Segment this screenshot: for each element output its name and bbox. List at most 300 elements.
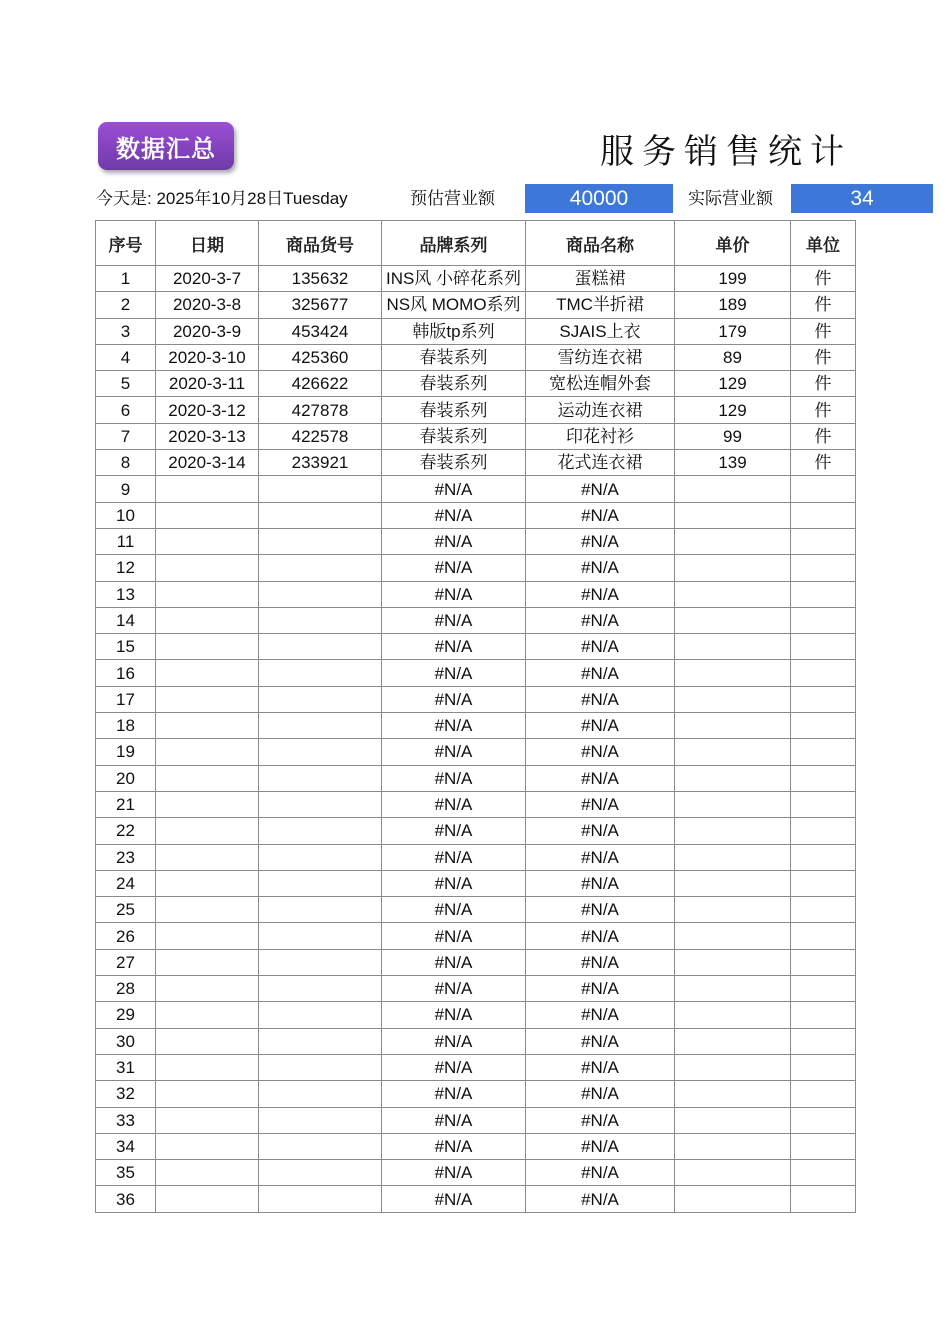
cell-unit-price[interactable] <box>675 765 791 791</box>
table-row <box>96 660 856 686</box>
cell-date[interactable] <box>156 1160 259 1186</box>
table-row <box>96 423 856 449</box>
table-row <box>96 739 856 765</box>
cell-date[interactable] <box>156 976 259 1002</box>
cell-unit[interactable] <box>791 1133 856 1159</box>
cell-sku[interactable]: 427878 <box>259 397 382 423</box>
cell-brand-series[interactable]: #N/A <box>382 1081 526 1107</box>
cell-brand-series[interactable]: #N/A <box>382 1002 526 1028</box>
cell-product-name[interactable]: #N/A <box>526 818 675 844</box>
cell-index[interactable]: 17 <box>96 686 156 712</box>
cell-unit[interactable] <box>791 555 856 581</box>
cell-unit-price[interactable] <box>675 502 791 528</box>
table-row <box>96 555 856 581</box>
cell-unit-price[interactable] <box>675 660 791 686</box>
cell-date[interactable] <box>156 686 259 712</box>
cell-unit-price[interactable]: 129 <box>675 397 791 423</box>
cell-index[interactable]: 4 <box>96 344 156 370</box>
cell-date[interactable]: 2020-3-9 <box>156 318 259 344</box>
cell-index[interactable]: 12 <box>96 555 156 581</box>
cell-product-name[interactable]: #N/A <box>526 607 675 633</box>
cell-date[interactable] <box>156 897 259 923</box>
column-header-product-name[interactable]: 商品名称 <box>526 221 675 266</box>
cell-product-name[interactable]: #N/A <box>526 634 675 660</box>
cell-date[interactable] <box>156 634 259 660</box>
cell-index[interactable]: 23 <box>96 844 156 870</box>
cell-sku[interactable] <box>259 634 382 660</box>
cell-index[interactable]: 27 <box>96 949 156 975</box>
cell-product-name[interactable]: #N/A <box>526 791 675 817</box>
cell-unit[interactable]: 件 <box>791 423 856 449</box>
cell-sku[interactable] <box>259 923 382 949</box>
cell-product-name[interactable]: #N/A <box>526 502 675 528</box>
table-row <box>96 1081 856 1107</box>
cell-date[interactable] <box>156 1107 259 1133</box>
cell-unit-price[interactable] <box>675 897 791 923</box>
column-header-unit-price[interactable]: 单价 <box>675 221 791 266</box>
cell-unit[interactable] <box>791 634 856 660</box>
cell-brand-series[interactable]: #N/A <box>382 844 526 870</box>
column-header-unit[interactable]: 单位 <box>791 221 856 266</box>
cell-unit[interactable] <box>791 976 856 1002</box>
cell-unit-price[interactable] <box>675 1081 791 1107</box>
cell-brand-series[interactable]: #N/A <box>382 1054 526 1080</box>
cell-unit[interactable] <box>791 897 856 923</box>
cell-sku[interactable] <box>259 870 382 896</box>
cell-unit[interactable] <box>791 581 856 607</box>
table-row <box>96 371 856 397</box>
cell-index[interactable]: 1 <box>96 266 156 292</box>
table-row <box>96 923 856 949</box>
cell-date[interactable] <box>156 765 259 791</box>
cell-brand-series[interactable]: #N/A <box>382 686 526 712</box>
cell-unit-price[interactable] <box>675 976 791 1002</box>
cell-index[interactable]: 3 <box>96 318 156 344</box>
table-row <box>96 581 856 607</box>
cell-brand-series[interactable]: #N/A <box>382 818 526 844</box>
cell-unit-price[interactable] <box>675 1186 791 1212</box>
actual-revenue-label: 实际营业额 <box>688 189 773 208</box>
cell-sku[interactable] <box>259 607 382 633</box>
cell-product-name[interactable]: #N/A <box>526 555 675 581</box>
cell-sku[interactable]: 426622 <box>259 371 382 397</box>
cell-product-name[interactable]: #N/A <box>526 686 675 712</box>
table-row <box>96 397 856 423</box>
cell-index[interactable]: 36 <box>96 1186 156 1212</box>
cell-index[interactable]: 16 <box>96 660 156 686</box>
cell-unit-price[interactable] <box>675 870 791 896</box>
cell-unit-price[interactable] <box>675 476 791 502</box>
cell-sku[interactable]: 425360 <box>259 344 382 370</box>
table-row <box>96 1107 856 1133</box>
cell-unit[interactable] <box>791 660 856 686</box>
cell-unit[interactable] <box>791 1107 856 1133</box>
cell-product-name[interactable]: #N/A <box>526 713 675 739</box>
cell-unit-price[interactable] <box>675 607 791 633</box>
cell-sku[interactable]: 233921 <box>259 450 382 476</box>
table-row <box>96 949 856 975</box>
cell-sku[interactable] <box>259 581 382 607</box>
cell-unit[interactable] <box>791 818 856 844</box>
column-header-sku[interactable]: 商品货号 <box>259 221 382 266</box>
cell-date[interactable] <box>156 713 259 739</box>
cell-index[interactable]: 11 <box>96 528 156 554</box>
cell-index[interactable]: 9 <box>96 476 156 502</box>
cell-brand-series[interactable]: INS风 小碎花系列 <box>382 266 526 292</box>
table-row <box>96 450 856 476</box>
cell-product-name[interactable]: #N/A <box>526 1186 675 1212</box>
cell-index[interactable]: 30 <box>96 1028 156 1054</box>
column-header-date[interactable]: 日期 <box>156 221 259 266</box>
table-row <box>96 502 856 528</box>
cell-unit-price[interactable] <box>675 791 791 817</box>
cell-sku[interactable] <box>259 765 382 791</box>
table-row <box>96 528 856 554</box>
cell-index[interactable]: 19 <box>96 739 156 765</box>
cell-date[interactable] <box>156 476 259 502</box>
cell-index[interactable]: 33 <box>96 1107 156 1133</box>
cell-unit[interactable] <box>791 1054 856 1080</box>
cell-index[interactable]: 14 <box>96 607 156 633</box>
cell-product-name[interactable]: #N/A <box>526 897 675 923</box>
cell-brand-series[interactable]: #N/A <box>382 949 526 975</box>
cell-brand-series[interactable]: #N/A <box>382 765 526 791</box>
cell-unit-price[interactable] <box>675 923 791 949</box>
cell-unit[interactable] <box>791 607 856 633</box>
cell-brand-series[interactable]: #N/A <box>382 923 526 949</box>
cell-unit[interactable] <box>791 923 856 949</box>
cell-unit[interactable] <box>791 713 856 739</box>
cell-unit[interactable] <box>791 528 856 554</box>
cell-date[interactable] <box>156 844 259 870</box>
sales-table <box>95 220 856 1213</box>
cell-product-name[interactable]: #N/A <box>526 581 675 607</box>
cell-date[interactable] <box>156 660 259 686</box>
cell-brand-series[interactable]: 春装系列 <box>382 397 526 423</box>
cell-product-name[interactable]: #N/A <box>526 1107 675 1133</box>
table-row <box>96 870 856 896</box>
cell-product-name[interactable]: #N/A <box>526 739 675 765</box>
cell-product-name[interactable]: #N/A <box>526 1028 675 1054</box>
cell-brand-series[interactable]: #N/A <box>382 502 526 528</box>
cell-product-name[interactable]: #N/A <box>526 660 675 686</box>
cell-index[interactable]: 20 <box>96 765 156 791</box>
cell-product-name[interactable]: #N/A <box>526 1002 675 1028</box>
cell-unit-price[interactable]: 179 <box>675 318 791 344</box>
cell-product-name[interactable]: 雪纺连衣裙 <box>526 344 675 370</box>
cell-date[interactable] <box>156 1133 259 1159</box>
cell-sku[interactable] <box>259 1054 382 1080</box>
table-row <box>96 1028 856 1054</box>
cell-unit[interactable] <box>791 791 856 817</box>
cell-sku[interactable] <box>259 791 382 817</box>
cell-brand-series[interactable]: #N/A <box>382 634 526 660</box>
table-row <box>96 976 856 1002</box>
cell-index[interactable]: 24 <box>96 870 156 896</box>
cell-brand-series[interactable]: #N/A <box>382 660 526 686</box>
cell-index[interactable]: 31 <box>96 1054 156 1080</box>
cell-index[interactable]: 18 <box>96 713 156 739</box>
cell-product-name[interactable]: 印花衬衫 <box>526 423 675 449</box>
cell-sku[interactable] <box>259 555 382 581</box>
cell-index[interactable]: 15 <box>96 634 156 660</box>
cell-brand-series[interactable]: #N/A <box>382 1028 526 1054</box>
cell-sku[interactable] <box>259 476 382 502</box>
cell-unit-price[interactable] <box>675 634 791 660</box>
summary-button[interactable]: 数据汇总 <box>98 122 234 170</box>
cell-unit-price[interactable] <box>675 713 791 739</box>
cell-brand-series[interactable]: #N/A <box>382 976 526 1002</box>
cell-brand-series[interactable]: #N/A <box>382 791 526 817</box>
column-header-brand-series[interactable]: 品牌系列 <box>382 221 526 266</box>
cell-sku[interactable] <box>259 818 382 844</box>
cell-unit-price[interactable] <box>675 1160 791 1186</box>
cell-brand-series[interactable]: #N/A <box>382 581 526 607</box>
table-row <box>96 765 856 791</box>
cell-unit-price[interactable] <box>675 555 791 581</box>
cell-date[interactable] <box>156 1054 259 1080</box>
table-row <box>96 1054 856 1080</box>
table-row <box>96 266 856 292</box>
cell-unit[interactable]: 件 <box>791 450 856 476</box>
cell-brand-series[interactable]: #N/A <box>382 1160 526 1186</box>
cell-product-name[interactable]: 宽松连帽外套 <box>526 371 675 397</box>
cell-date[interactable] <box>156 502 259 528</box>
cell-date[interactable] <box>156 555 259 581</box>
cell-index[interactable]: 22 <box>96 818 156 844</box>
cell-brand-series[interactable]: #N/A <box>382 476 526 502</box>
cell-product-name[interactable]: 蛋糕裙 <box>526 266 675 292</box>
cell-date[interactable] <box>156 1002 259 1028</box>
cell-index[interactable]: 25 <box>96 897 156 923</box>
cell-unit-price[interactable] <box>675 581 791 607</box>
cell-brand-series[interactable]: #N/A <box>382 739 526 765</box>
cell-product-name[interactable]: #N/A <box>526 949 675 975</box>
cell-product-name[interactable]: #N/A <box>526 1054 675 1080</box>
table-row <box>96 791 856 817</box>
cell-product-name[interactable]: #N/A <box>526 1160 675 1186</box>
estimated-revenue-label: 预估营业额 <box>410 189 495 208</box>
cell-unit[interactable] <box>791 765 856 791</box>
cell-date[interactable] <box>156 818 259 844</box>
cell-date[interactable]: 2020-3-11 <box>156 371 259 397</box>
table-row <box>96 844 856 870</box>
cell-product-name[interactable]: #N/A <box>526 528 675 554</box>
cell-product-name[interactable]: 运动连衣裙 <box>526 397 675 423</box>
column-header-index[interactable]: 序号 <box>96 221 156 266</box>
cell-brand-series[interactable]: #N/A <box>382 1186 526 1212</box>
table-row <box>96 607 856 633</box>
cell-unit[interactable] <box>791 1002 856 1028</box>
cell-brand-series[interactable]: #N/A <box>382 555 526 581</box>
cell-index[interactable]: 2 <box>96 292 156 318</box>
cell-unit-price[interactable] <box>675 528 791 554</box>
cell-sku[interactable]: 422578 <box>259 423 382 449</box>
cell-unit-price[interactable] <box>675 844 791 870</box>
cell-brand-series[interactable]: 春装系列 <box>382 371 526 397</box>
cell-sku[interactable] <box>259 1160 382 1186</box>
cell-unit[interactable]: 件 <box>791 371 856 397</box>
cell-unit-price[interactable]: 99 <box>675 423 791 449</box>
cell-index[interactable]: 32 <box>96 1081 156 1107</box>
cell-unit[interactable] <box>791 1081 856 1107</box>
cell-brand-series[interactable]: #N/A <box>382 1107 526 1133</box>
cell-unit[interactable] <box>791 686 856 712</box>
cell-product-name[interactable]: 花式连衣裙 <box>526 450 675 476</box>
cell-brand-series[interactable]: 韩版tp系列 <box>382 318 526 344</box>
cell-unit-price[interactable] <box>675 1133 791 1159</box>
table-body <box>96 266 856 1213</box>
cell-product-name[interactable]: #N/A <box>526 1081 675 1107</box>
table-row <box>96 318 856 344</box>
cell-date[interactable] <box>156 1186 259 1212</box>
table-row <box>96 344 856 370</box>
cell-sku[interactable] <box>259 1107 382 1133</box>
cell-date[interactable]: 2020-3-10 <box>156 344 259 370</box>
cell-brand-series[interactable]: #N/A <box>382 897 526 923</box>
table-row <box>96 292 856 318</box>
cell-index[interactable]: 29 <box>96 1002 156 1028</box>
cell-unit[interactable] <box>791 1160 856 1186</box>
cell-unit-price[interactable] <box>675 949 791 975</box>
cell-unit-price[interactable] <box>675 739 791 765</box>
cell-sku[interactable] <box>259 660 382 686</box>
cell-unit-price[interactable]: 199 <box>675 266 791 292</box>
cell-unit[interactable] <box>791 1028 856 1054</box>
cell-index[interactable]: 8 <box>96 450 156 476</box>
table-row <box>96 686 856 712</box>
cell-unit[interactable] <box>791 502 856 528</box>
cell-brand-series[interactable]: #N/A <box>382 528 526 554</box>
cell-unit-price[interactable] <box>675 1002 791 1028</box>
cell-unit[interactable] <box>791 949 856 975</box>
table-row <box>96 818 856 844</box>
cell-unit-price[interactable]: 89 <box>675 344 791 370</box>
cell-unit-price[interactable]: 139 <box>675 450 791 476</box>
cell-unit[interactable]: 件 <box>791 292 856 318</box>
cell-brand-series[interactable]: NS风 MOMO系列 <box>382 292 526 318</box>
table-row <box>96 1186 856 1212</box>
table-row <box>96 1002 856 1028</box>
cell-product-name[interactable]: #N/A <box>526 923 675 949</box>
cell-sku[interactable] <box>259 713 382 739</box>
cell-brand-series[interactable]: #N/A <box>382 607 526 633</box>
cell-product-name[interactable]: #N/A <box>526 844 675 870</box>
cell-sku[interactable]: 135632 <box>259 266 382 292</box>
cell-index[interactable]: 5 <box>96 371 156 397</box>
cell-brand-series[interactable]: #N/A <box>382 870 526 896</box>
cell-unit-price[interactable] <box>675 1054 791 1080</box>
cell-unit-price[interactable] <box>675 686 791 712</box>
cell-unit[interactable]: 件 <box>791 266 856 292</box>
cell-sku[interactable] <box>259 844 382 870</box>
cell-product-name[interactable]: #N/A <box>526 870 675 896</box>
cell-index[interactable]: 7 <box>96 423 156 449</box>
cell-sku[interactable] <box>259 1002 382 1028</box>
cell-date[interactable]: 2020-3-7 <box>156 266 259 292</box>
cell-date[interactable] <box>156 1028 259 1054</box>
cell-index[interactable]: 28 <box>96 976 156 1002</box>
cell-sku[interactable] <box>259 976 382 1002</box>
cell-sku[interactable] <box>259 528 382 554</box>
cell-sku[interactable] <box>259 686 382 712</box>
cell-product-name[interactable]: #N/A <box>526 765 675 791</box>
cell-date[interactable] <box>156 923 259 949</box>
cell-brand-series[interactable]: 春装系列 <box>382 450 526 476</box>
table-row <box>96 1133 856 1159</box>
cell-date[interactable]: 2020-3-14 <box>156 450 259 476</box>
actual-revenue-value[interactable]: 34 <box>791 184 933 213</box>
cell-unit[interactable] <box>791 870 856 896</box>
cell-index[interactable]: 6 <box>96 397 156 423</box>
cell-unit[interactable] <box>791 739 856 765</box>
cell-unit[interactable]: 件 <box>791 397 856 423</box>
cell-unit-price[interactable] <box>675 1028 791 1054</box>
cell-unit[interactable]: 件 <box>791 344 856 370</box>
cell-product-name[interactable]: #N/A <box>526 476 675 502</box>
cell-index[interactable]: 35 <box>96 1160 156 1186</box>
cell-date[interactable]: 2020-3-13 <box>156 423 259 449</box>
cell-date[interactable] <box>156 739 259 765</box>
cell-unit[interactable]: 件 <box>791 318 856 344</box>
cell-index[interactable]: 13 <box>96 581 156 607</box>
cell-brand-series[interactable]: 春装系列 <box>382 344 526 370</box>
cell-date[interactable]: 2020-3-12 <box>156 397 259 423</box>
cell-unit-price[interactable] <box>675 818 791 844</box>
cell-index[interactable]: 34 <box>96 1133 156 1159</box>
cell-date[interactable]: 2020-3-8 <box>156 292 259 318</box>
cell-unit[interactable] <box>791 1186 856 1212</box>
cell-date[interactable] <box>156 607 259 633</box>
cell-index[interactable]: 10 <box>96 502 156 528</box>
cell-unit-price[interactable]: 189 <box>675 292 791 318</box>
cell-product-name[interactable]: SJAIS上衣 <box>526 318 675 344</box>
cell-unit-price[interactable] <box>675 1107 791 1133</box>
cell-product-name[interactable]: TMC半折裙 <box>526 292 675 318</box>
cell-index[interactable]: 21 <box>96 791 156 817</box>
cell-sku[interactable] <box>259 1186 382 1212</box>
cell-sku[interactable] <box>259 502 382 528</box>
cell-sku[interactable] <box>259 1081 382 1107</box>
cell-unit-price[interactable]: 129 <box>675 371 791 397</box>
page-title: 服务销售统计 <box>600 133 852 171</box>
cell-index[interactable]: 26 <box>96 923 156 949</box>
cell-sku[interactable] <box>259 949 382 975</box>
cell-date[interactable] <box>156 870 259 896</box>
cell-unit[interactable] <box>791 844 856 870</box>
estimated-revenue-value[interactable]: 40000 <box>525 184 673 213</box>
cell-product-name[interactable]: #N/A <box>526 1133 675 1159</box>
cell-date[interactable] <box>156 949 259 975</box>
cell-date[interactable] <box>156 791 259 817</box>
cell-brand-series[interactable]: #N/A <box>382 1133 526 1159</box>
cell-sku[interactable] <box>259 897 382 923</box>
cell-brand-series[interactable]: #N/A <box>382 713 526 739</box>
cell-date[interactable] <box>156 1081 259 1107</box>
today-date: 今天是: 2025年10月28日Tuesday <box>96 189 348 208</box>
cell-sku[interactable] <box>259 739 382 765</box>
cell-brand-series[interactable]: 春装系列 <box>382 423 526 449</box>
cell-sku[interactable] <box>259 1028 382 1054</box>
cell-sku[interactable]: 325677 <box>259 292 382 318</box>
cell-sku[interactable] <box>259 1133 382 1159</box>
cell-date[interactable] <box>156 528 259 554</box>
cell-date[interactable] <box>156 581 259 607</box>
cell-sku[interactable]: 453424 <box>259 318 382 344</box>
table-header-row <box>96 221 856 266</box>
cell-unit[interactable] <box>791 476 856 502</box>
cell-product-name[interactable]: #N/A <box>526 976 675 1002</box>
